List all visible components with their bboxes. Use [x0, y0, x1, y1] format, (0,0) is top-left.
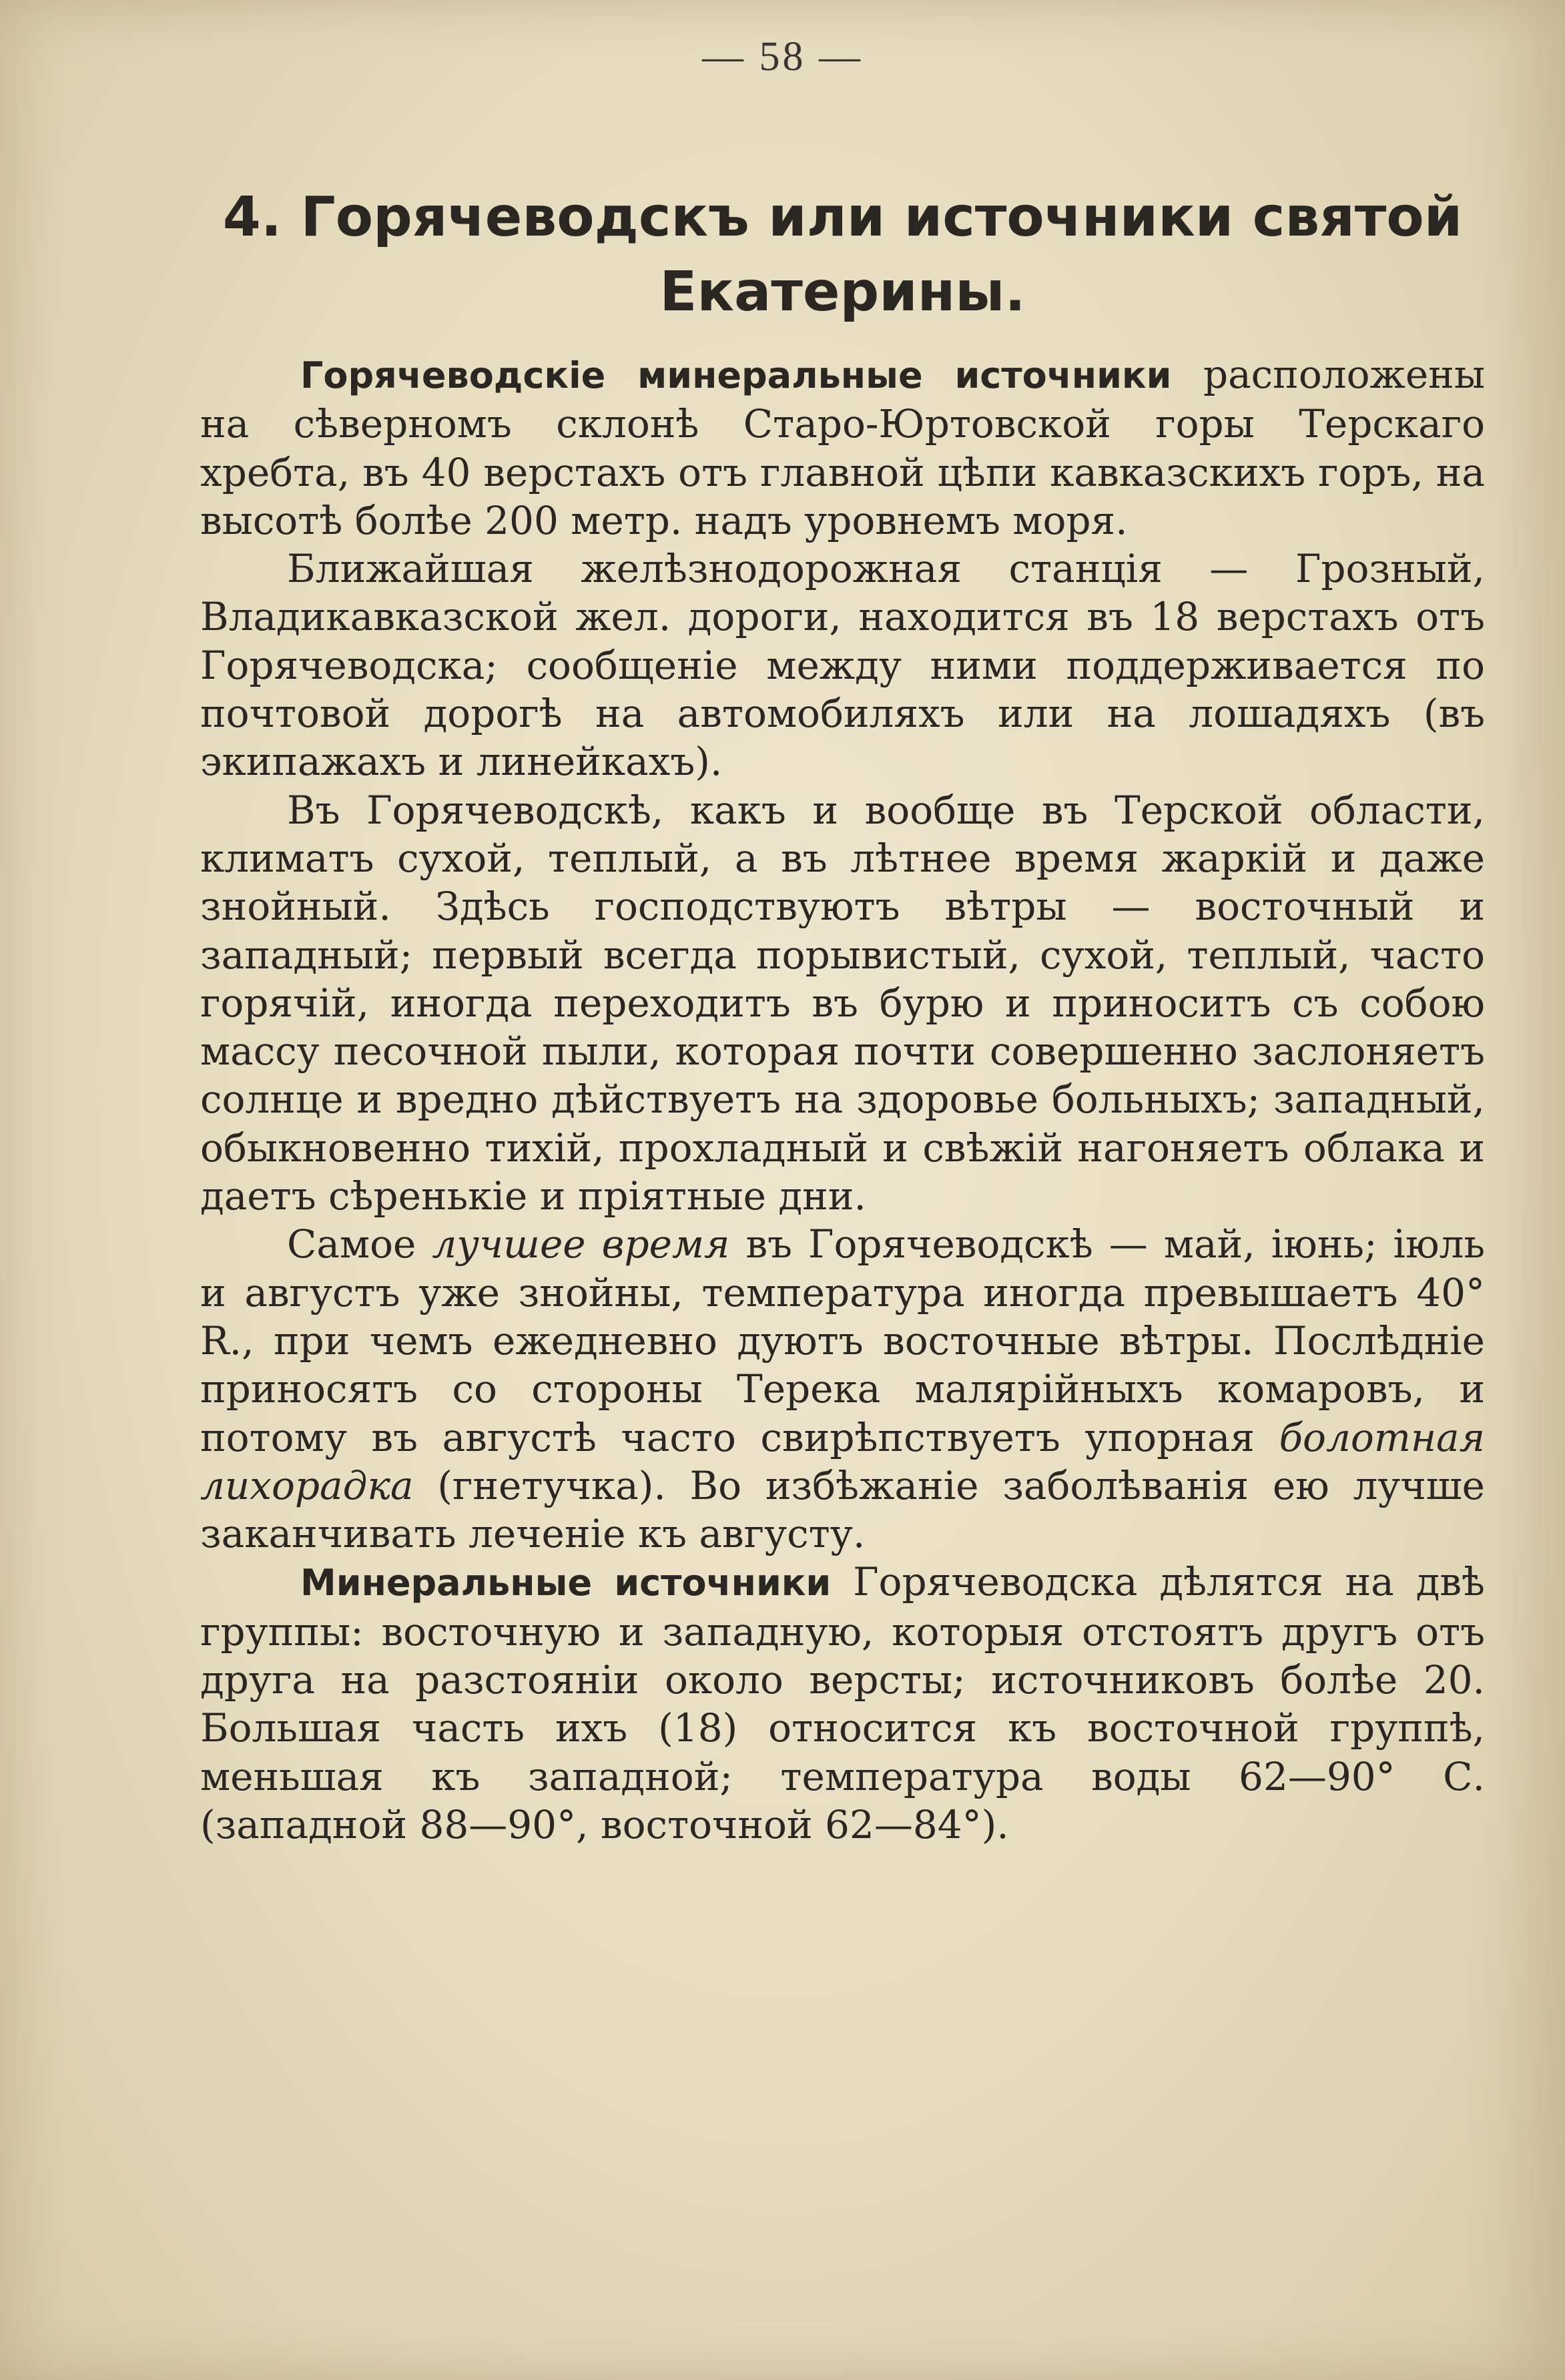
- paragraph-text-after: (гнетучка). Во избѣжаніе заболѣванія ею лучше заканчивать леченіе къ августу.: [200, 1462, 1486, 1557]
- lead-bold-phrase: Минеральные источники: [300, 1562, 832, 1604]
- paragraph-text-before: Самое: [287, 1221, 416, 1267]
- body-text: [200, 350, 1485, 1849]
- paragraph-text: Ближайшая желѣзнодорожная станція — Грозный, Владикавказской жел. дороги, находится въ 18 верстахъ отъ Горячеводска; сообщеніе между ними поддерживается по почтовой дорогѣ на автомобиляхъ или на лошадяхъ (въ экипажахъ и линейкахъ).: [200, 546, 1485, 785]
- section-heading: 4. Горячеводскъ или источники святой Екатерины.: [222, 186, 1463, 324]
- paragraph-location: [200, 350, 1485, 545]
- lead-bold-phrase: Горячеводскіе минеральные источники: [300, 354, 1172, 396]
- paragraph-springs: [200, 1558, 1485, 1849]
- paragraph-best-time: [200, 1220, 1485, 1558]
- page-number: — 58 —: [702, 34, 863, 79]
- paragraph-station: [200, 545, 1485, 786]
- paragraph-text: расположены на сѣверномъ склонѣ Старо-Юртовской горы Терскаго хребта, въ 40 верстахъ отъ главной цѣпи кавказскихъ горъ, на высотѣ болѣе 200 метр. надъ уровнемъ моря.: [200, 352, 1485, 543]
- italic-phrase: болотная лихорадка: [200, 1414, 1486, 1508]
- paragraph-text: Въ Горячеводскѣ, какъ и вообще въ Терской области, климатъ сухой, теплый, а въ лѣтнее время жаркій и даже знойный. Здѣсь господствуютъ вѣтры — восточный и западный; первый всегда порывистый, сухой, теплый, часто горячій, иногда переходитъ въ бурю и приноситъ съ собою массу песочной пыли, которая почти совершенно заслоняетъ солнце и вредно дѣйствуетъ на здоровье больныхъ; западный, обыкновенно тихій, прохладный и свѣжій нагоняетъ облака и даетъ сѣренькіе и пріятные дни.: [200, 787, 1485, 1219]
- paragraph-text-middle: въ Горячеводскѣ — май, іюнь; іюль и августъ уже знойны, температура иногда превышаетъ 40° R., при чемъ ежедневно дуютъ восточные вѣтры. Послѣдніе приносятъ со стороны Терека малярійныхъ комаровъ, и потому въ августѣ часто свирѣпствуетъ упорная: [200, 1221, 1486, 1460]
- italic-phrase: лучшее время: [432, 1221, 730, 1267]
- paragraph-climate: [200, 786, 1485, 1221]
- paragraph-text: Горячеводска дѣлятся на двѣ группы: восточную и западную, которыя отстоятъ другъ отъ друга на разстояніи около версты; источниковъ болѣе 20. Большая часть ихъ (18) относится къ восточной группѣ, меньшая къ западной; температура воды 62—90° С. (западной 88—90°, восточной 62—84°).: [200, 1559, 1485, 1847]
